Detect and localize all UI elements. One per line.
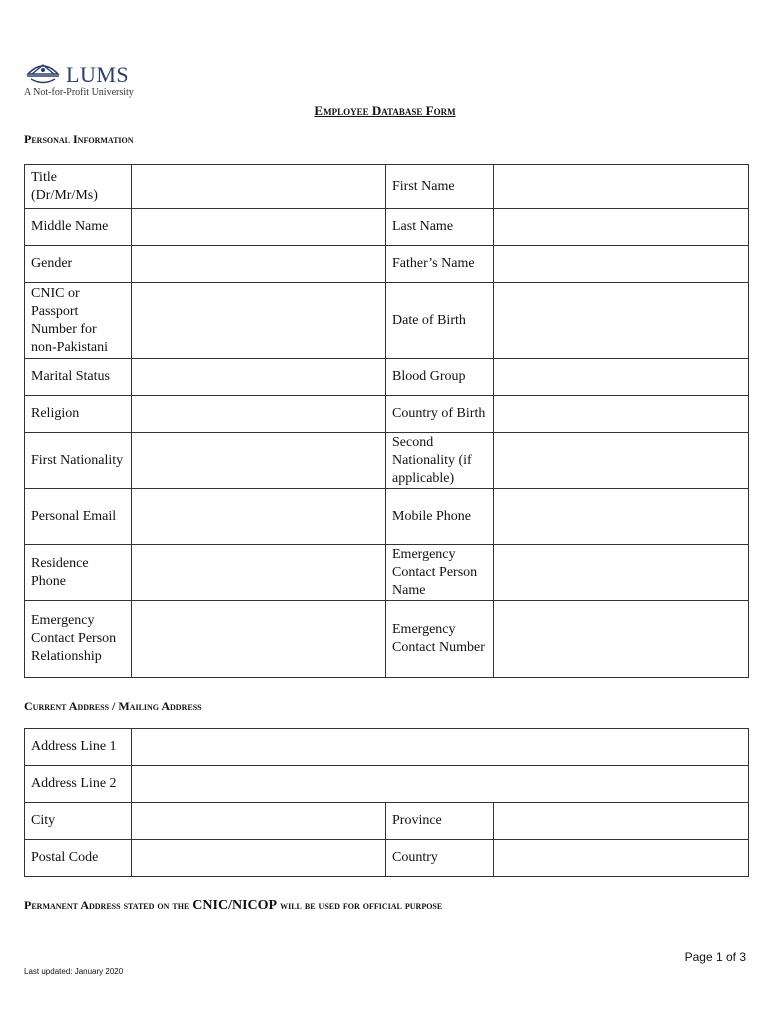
country-field[interactable] xyxy=(494,840,749,877)
cnic-label: CNIC or Passport Number for non-Pakistani xyxy=(25,283,132,359)
gender-label: Gender xyxy=(25,246,132,283)
fathers-name-label: Father’s Name xyxy=(386,246,494,283)
country-label: Country xyxy=(386,840,494,877)
current-address-table xyxy=(24,728,749,877)
page-number: Page 1 of 3 xyxy=(684,950,746,964)
fathers-name-field[interactable] xyxy=(494,246,749,283)
postal-code-label: Postal Code xyxy=(25,840,132,877)
residence-phone-field[interactable] xyxy=(132,545,386,601)
cnic-nicop-text: CNIC/NICOP xyxy=(192,898,278,913)
middle-name-label: Middle Name xyxy=(25,209,132,246)
marital-status-field[interactable] xyxy=(132,359,386,396)
cnic-field[interactable] xyxy=(132,283,386,359)
gender-field[interactable] xyxy=(132,246,386,283)
personal-information-table xyxy=(24,164,749,678)
first-nationality-field[interactable] xyxy=(132,433,386,489)
emergency-contact-relationship-label: Emergency Contact Person Relationship xyxy=(25,601,132,678)
personal-email-label: Personal Email xyxy=(25,489,132,545)
country-of-birth-label: Country of Birth xyxy=(386,396,494,433)
lums-emblem-icon xyxy=(24,60,62,88)
address-line-1-label: Address Line 1 xyxy=(25,729,132,766)
address-line-2-field[interactable] xyxy=(132,766,749,803)
city-field[interactable] xyxy=(132,803,386,840)
date-of-birth-field[interactable] xyxy=(494,283,749,359)
province-field[interactable] xyxy=(494,803,749,840)
logo-text: LUMS xyxy=(66,62,130,87)
table-row xyxy=(25,601,749,678)
marital-status-label: Marital Status xyxy=(25,359,132,396)
table-row xyxy=(25,165,749,209)
first-name-label: First Name xyxy=(386,165,494,209)
table-row xyxy=(25,803,749,840)
emergency-contact-name-field[interactable] xyxy=(494,545,749,601)
personal-information-heading: Personal Information xyxy=(24,132,134,146)
table-row xyxy=(25,396,749,433)
logo-tagline: A Not-for-Profit University xyxy=(24,87,134,98)
emergency-contact-name-label: Emergency Contact Person Name xyxy=(386,545,494,601)
emergency-contact-number-label: Emergency Contact Number xyxy=(386,601,494,678)
last-name-field[interactable] xyxy=(494,209,749,246)
last-updated: Last updated: January 2020 xyxy=(24,967,124,976)
title-label: Title (Dr/Mr/Ms) xyxy=(25,165,132,209)
table-row xyxy=(25,246,749,283)
emergency-contact-number-field[interactable] xyxy=(494,601,749,678)
permanent-address-heading xyxy=(24,898,442,914)
lums-logo xyxy=(24,60,164,100)
second-nationality-label: Second Nationality (if applicable) xyxy=(386,433,494,489)
country-of-birth-field[interactable] xyxy=(494,396,749,433)
permanent-address-heading-part2: will be used for official purpose xyxy=(277,898,443,912)
personal-email-field[interactable] xyxy=(132,489,386,545)
emergency-contact-relationship-field[interactable] xyxy=(132,601,386,678)
blood-group-label: Blood Group xyxy=(386,359,494,396)
mobile-phone-label: Mobile Phone xyxy=(386,489,494,545)
address-line-2-label: Address Line 2 xyxy=(25,766,132,803)
table-row xyxy=(25,489,749,545)
table-row xyxy=(25,766,749,803)
residence-phone-label: Residence Phone xyxy=(25,545,132,601)
date-of-birth-label: Date of Birth xyxy=(386,283,494,359)
religion-field[interactable] xyxy=(132,396,386,433)
address-line-1-field[interactable] xyxy=(132,729,749,766)
province-label: Province xyxy=(386,803,494,840)
table-row xyxy=(25,545,749,601)
middle-name-field[interactable] xyxy=(132,209,386,246)
last-name-label: Last Name xyxy=(386,209,494,246)
form-title: Employee Database Form xyxy=(314,103,456,118)
current-address-heading: Current Address / Mailing Address xyxy=(24,699,202,713)
first-nationality-label: First Nationality xyxy=(25,433,132,489)
blood-group-field[interactable] xyxy=(494,359,749,396)
first-name-field[interactable] xyxy=(494,165,749,209)
table-row xyxy=(25,209,749,246)
table-row xyxy=(25,359,749,396)
mobile-phone-field[interactable] xyxy=(494,489,749,545)
table-row xyxy=(25,840,749,877)
title-field[interactable] xyxy=(132,165,386,209)
permanent-address-heading-part1: Permanent Address stated on the xyxy=(24,898,193,912)
table-row xyxy=(25,729,749,766)
religion-label: Religion xyxy=(25,396,132,433)
second-nationality-field[interactable] xyxy=(494,433,749,489)
city-label: City xyxy=(25,803,132,840)
table-row xyxy=(25,433,749,489)
postal-code-field[interactable] xyxy=(132,840,386,877)
table-row xyxy=(25,283,749,359)
